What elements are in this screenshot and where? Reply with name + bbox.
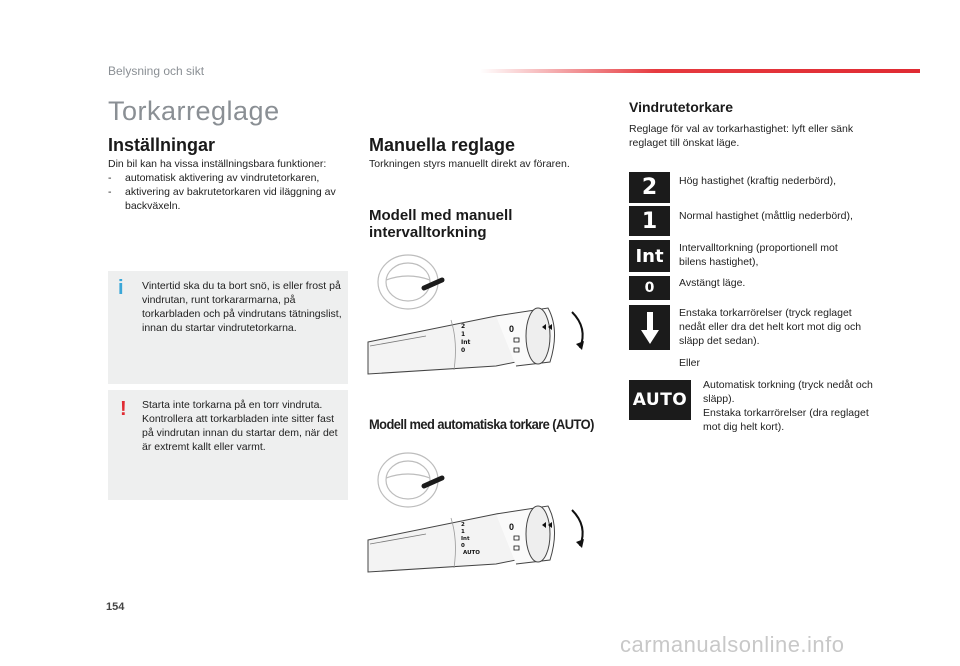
- info-note: [108, 271, 348, 384]
- stalk-lever-icon: [424, 280, 442, 288]
- warning-note: [108, 390, 348, 500]
- badge-speed-2: 2: [629, 172, 670, 203]
- stalk-label: 1: [461, 529, 465, 535]
- info-icon: i: [118, 277, 124, 299]
- item-text: Intervalltorkning (proportionell mot bilens hastighet),: [679, 242, 838, 268]
- auto-text-line: Enstaka torkarrörelser (dra reglaget mot dig helt kort).: [703, 407, 869, 433]
- heading-installningar: Inställningar: [108, 135, 216, 155]
- heading-manuella: Manuella reglage: [369, 135, 516, 155]
- warning-note-text: Starta inte torkarna på en torr vindruta. Kontrollera att torkarbladen inte sitter fast på vindrutan innan du startar dem, när det är extremt kallt eller varmt.: [142, 399, 338, 453]
- stalk-label: 0: [461, 347, 466, 354]
- warning-icon: !: [120, 398, 127, 420]
- auto-text-line: Automatisk torkning (tryck nedåt och släpp).: [703, 379, 873, 405]
- stalk-illustration-manual: [366, 250, 598, 380]
- heading-model-manual: Modell med manuell intervalltorkning: [369, 207, 513, 241]
- badge-speed-1: 1: [629, 206, 670, 236]
- item-text: Avstängt läge.: [679, 277, 746, 289]
- info-note-text: Vintertid ska du ta bort snö, is eller frost på vindrutan, runt torkararmarna, på torkarbladen och på vindrutans tätningslist, innan du startar vindrutetorkarna.: [142, 280, 342, 334]
- stalk-label: 0: [461, 543, 465, 549]
- stalk-label: Int: [461, 536, 470, 542]
- stalk-rear-label: 0: [509, 324, 515, 334]
- stalk-label: 2: [461, 522, 465, 528]
- stalk-rear-label: 0: [509, 522, 515, 532]
- header-rule: [480, 69, 920, 73]
- down-arrow-icon: [629, 305, 670, 350]
- badge-auto: AUTO: [629, 380, 691, 420]
- stalk-label: 2: [461, 323, 466, 330]
- item-text: Enstaka torkarrörelser (tryck reglaget nedåt eller dra det helt kort mot dig och släpp det sedan).: [679, 307, 862, 347]
- installningar-bullet: - automatisk aktivering av vindrutetorkaren,: [108, 171, 353, 185]
- manuella-intro: Torkningen styrs manuellt direkt av föraren.: [369, 158, 570, 170]
- vindrutetorkare-intro: Reglage för val av torkarhastighet: lyft eller sänk reglaget till önskat läge.: [629, 123, 854, 149]
- or-text: Eller: [679, 357, 701, 369]
- installningar-bullet: - aktivering av bakrutetorkaren vid iläggning av backväxeln.: [108, 185, 353, 213]
- stalk-illustration-auto: [366, 448, 598, 578]
- heading-vindrutetorkare: Vindrutetorkare: [629, 99, 733, 115]
- badge-int: Int: [629, 240, 670, 272]
- item-text: Hög hastighet (kraftig nederbörd),: [679, 175, 837, 187]
- watermark: carmanualsonline.info: [620, 632, 845, 657]
- item-text: Normal hastighet (måttlig nederbörd),: [679, 210, 853, 222]
- heading-model-auto: Modell med automatiska torkare (AUTO): [369, 416, 594, 432]
- badge-off: 0: [629, 276, 670, 300]
- stalk-label: 1: [461, 331, 466, 338]
- installningar-intro: Din bil kan ha vissa inställningsbara funktioner:: [108, 158, 327, 170]
- stalk-lever-icon: [424, 478, 442, 486]
- stalk-label: Int: [461, 339, 471, 346]
- auto-text: [703, 378, 873, 434]
- installningar-body: [108, 157, 353, 213]
- stalk-label: AUTO: [463, 550, 480, 556]
- page-title: Torkarreglage: [108, 96, 280, 126]
- section-header: Belysning och sikt: [108, 64, 205, 78]
- page-number: 154: [106, 601, 125, 613]
